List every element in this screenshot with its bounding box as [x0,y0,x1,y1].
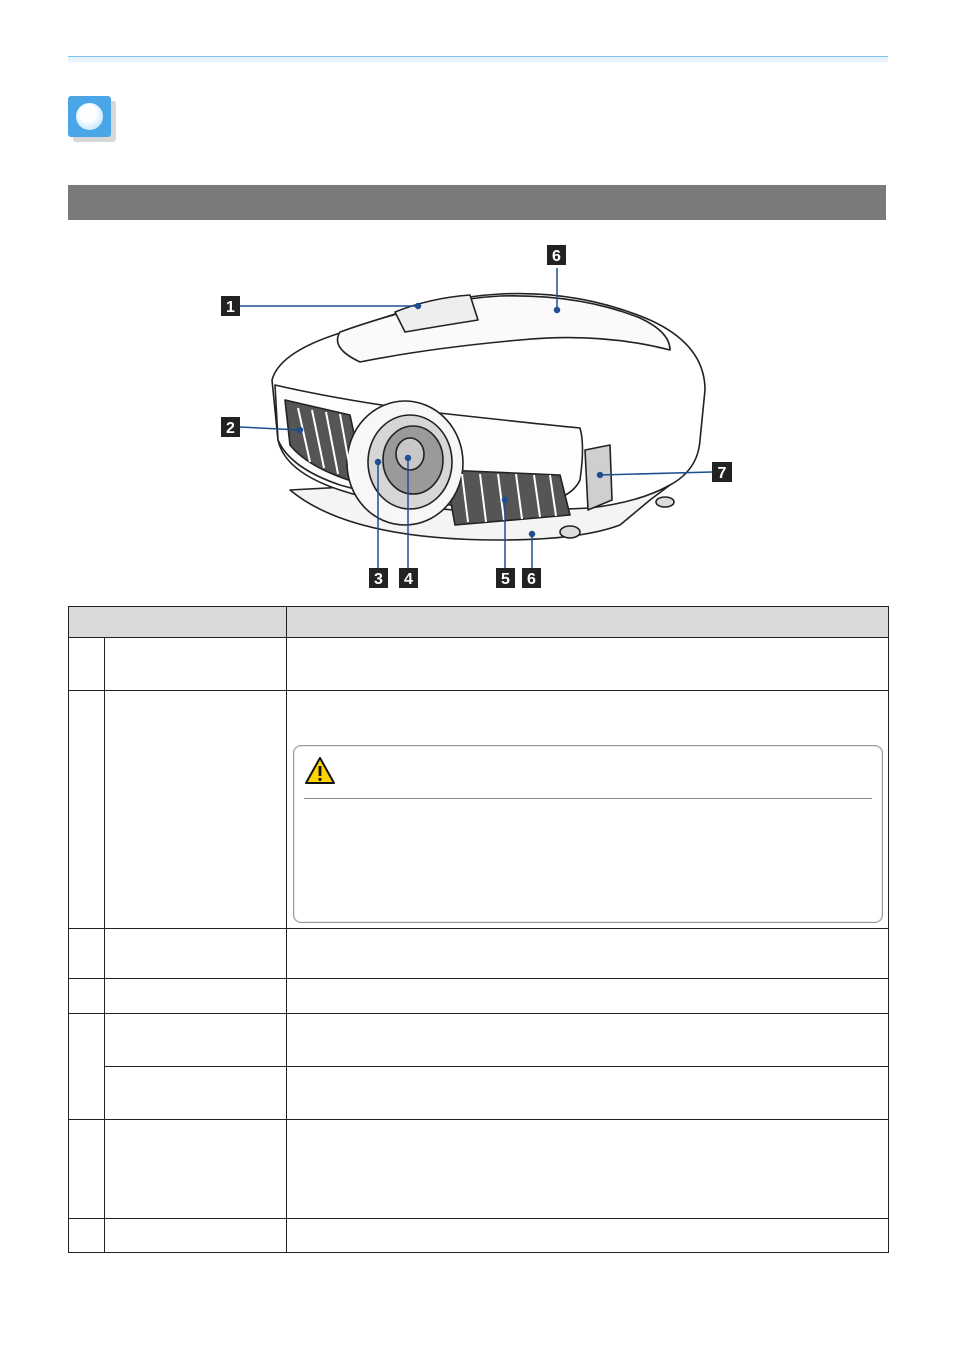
callout-2 [221,417,240,437]
table-row [69,979,889,1014]
warning-triangle-icon [304,756,336,786]
table-header-name [69,607,287,638]
table-row [69,638,889,691]
projector-illustration [200,240,760,595]
svg-text:2: 2 [226,420,235,437]
callout-7 [712,462,732,482]
table-row [69,1120,889,1219]
svg-text:6: 6 [527,571,536,588]
svg-text:6: 6 [552,248,561,265]
callout-6-bottom [522,568,541,588]
svg-text:3: 3 [374,571,383,588]
table-row [69,691,889,929]
section-bullet-icon [68,96,111,137]
svg-text:7: 7 [717,465,727,482]
callout-5 [496,568,515,588]
table-row [69,1067,889,1120]
callout-4 [399,568,418,588]
table-row [69,1014,889,1067]
svg-text:1: 1 [226,299,235,316]
table-row [69,929,889,979]
svg-text:4: 4 [404,571,413,588]
table-row [69,1219,889,1253]
callout-1 [221,296,240,316]
caution-box [293,745,883,923]
table-header-row [69,607,889,638]
callout-3 [369,568,388,588]
section-heading-bar [68,185,886,220]
table-header-function [287,607,889,638]
header-rule [68,56,888,62]
svg-text:5: 5 [501,571,510,588]
parts-table [68,606,889,1253]
caution-divider [304,798,872,799]
callout-6-top [547,245,566,265]
